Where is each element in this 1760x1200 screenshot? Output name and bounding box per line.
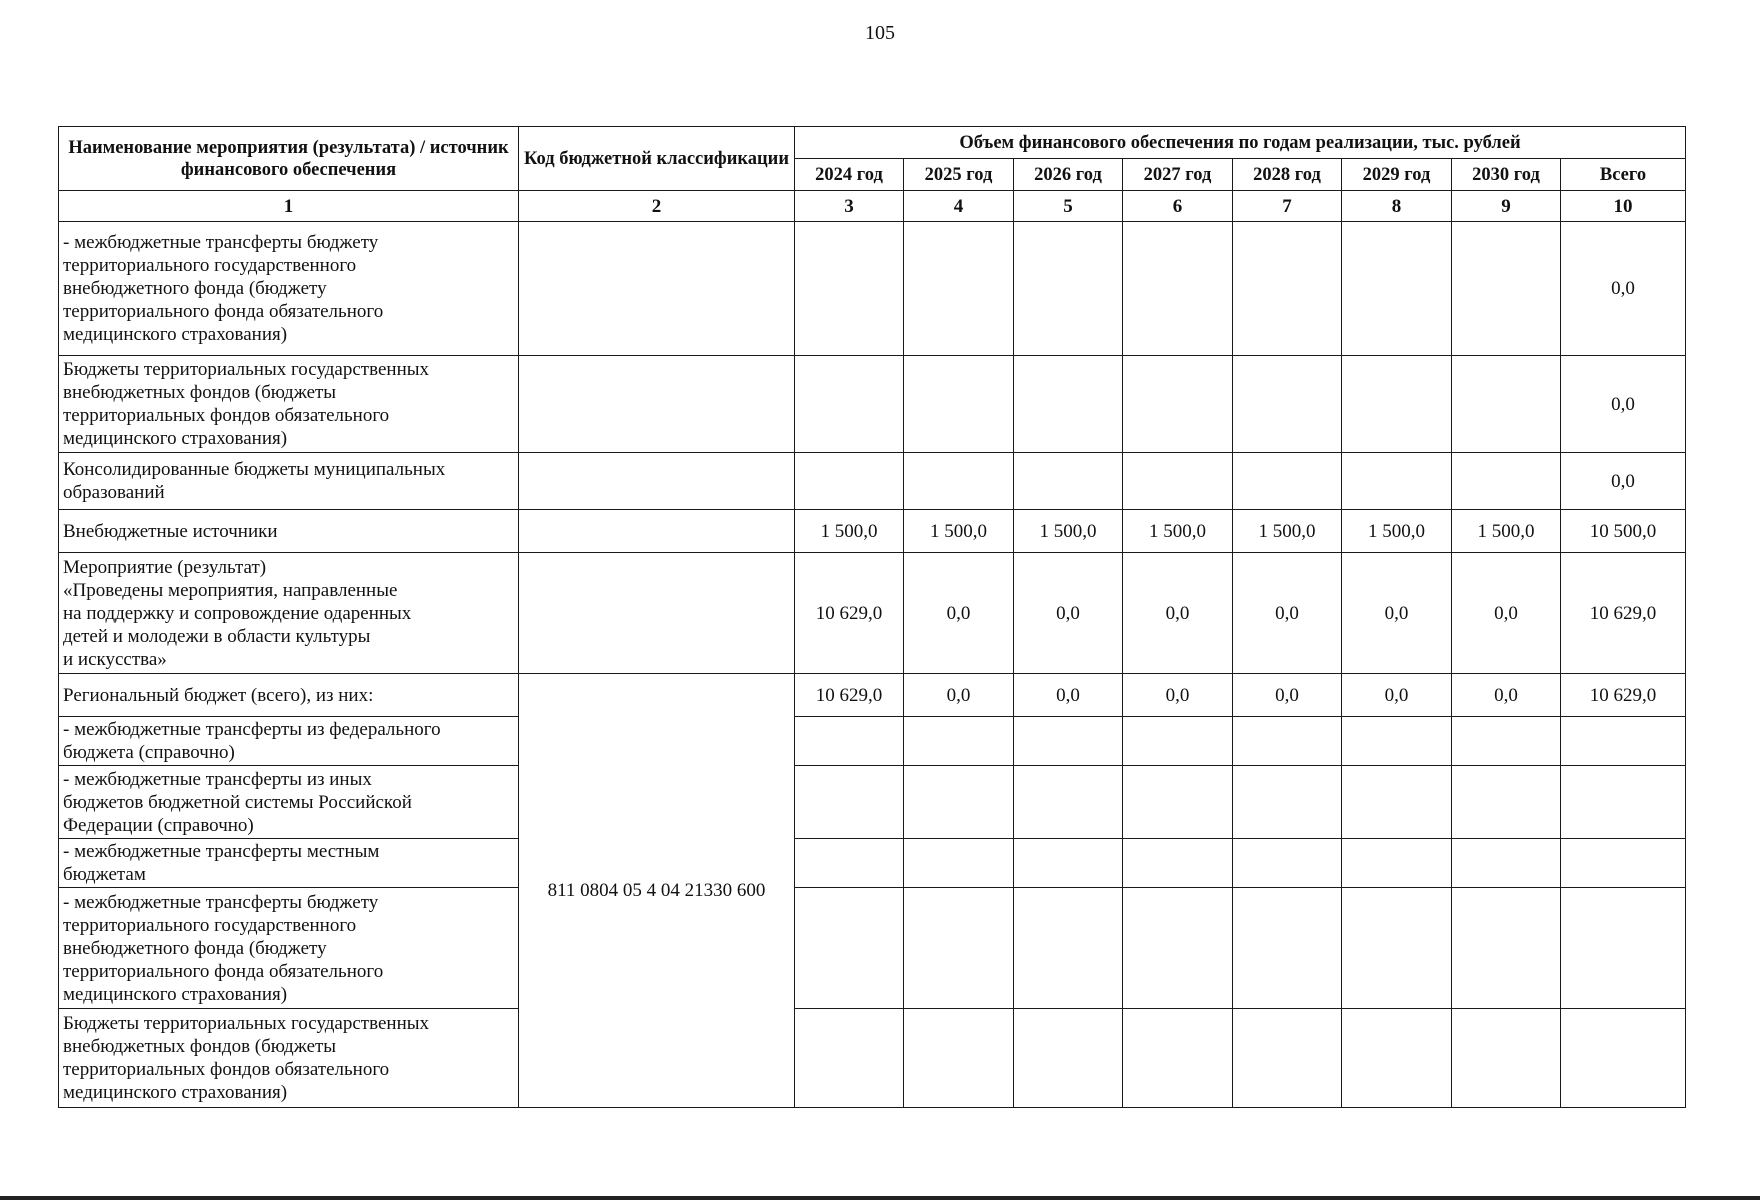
year-value-cell: [795, 839, 904, 888]
total-cell: [1561, 1009, 1686, 1108]
year-value-cell: [795, 356, 904, 453]
year-value-cell: [904, 356, 1014, 453]
total-cell: [1561, 888, 1686, 1009]
header-year: 2028 год: [1233, 159, 1342, 191]
year-value-cell: [1123, 766, 1233, 839]
row-name: Региональный бюджет (всего), из них:: [59, 674, 519, 717]
header-code: Код бюджетной классификации: [519, 127, 795, 191]
row-code: [519, 222, 795, 356]
year-value-cell: [904, 888, 1014, 1009]
header-volume: Объем финансового обеспечения по годам реализации, тыс. рублей: [795, 127, 1686, 159]
year-value-cell: 1 500,0: [795, 510, 904, 553]
year-value-cell: [1233, 766, 1342, 839]
row-name: - межбюджетные трансферты местным бюджетам: [59, 839, 519, 888]
index-cell: 3: [795, 191, 904, 222]
table-row: [59, 510, 1686, 553]
row-code: [519, 510, 795, 553]
year-value-cell: [1342, 453, 1452, 510]
year-value-cell: 10 629,0: [795, 553, 904, 674]
year-value-cell: [1342, 839, 1452, 888]
year-value-cell: [1233, 888, 1342, 1009]
year-value-cell: [904, 717, 1014, 766]
table-row: [59, 453, 1686, 510]
year-value-cell: [795, 717, 904, 766]
row-code: [519, 453, 795, 510]
year-value-cell: [795, 453, 904, 510]
year-value-cell: [1342, 888, 1452, 1009]
year-value-cell: [1342, 717, 1452, 766]
table-row: [59, 553, 1686, 674]
header-year: 2026 год: [1014, 159, 1123, 191]
table-row: [59, 222, 1686, 356]
year-value-cell: [1123, 222, 1233, 356]
year-value-cell: [795, 1009, 904, 1108]
year-value-cell: 1 500,0: [1123, 510, 1233, 553]
year-value-cell: 0,0: [1233, 674, 1342, 717]
index-cell: 4: [904, 191, 1014, 222]
row-name: Консолидированные бюджеты муниципальных образований: [59, 453, 519, 510]
row-code: [519, 356, 795, 453]
index-cell: 9: [1452, 191, 1561, 222]
row-name: Внебюджетные источники: [59, 510, 519, 553]
row-name: - межбюджетные трансферты из федерального бюджета (справочно): [59, 717, 519, 766]
index-cell: 10: [1561, 191, 1686, 222]
page-number: 105: [865, 22, 895, 44]
table-row: [59, 839, 1686, 888]
year-value-cell: 0,0: [1014, 674, 1123, 717]
year-value-cell: [904, 453, 1014, 510]
year-value-cell: [1014, 766, 1123, 839]
row-name: - межбюджетные трансферты из иных бюджетов бюджетной системы Российской Федерации (справочно): [59, 766, 519, 839]
row-name: - межбюджетные трансферты бюджету территориального государственного внебюджетного фонда (бюджету территориального фонда обязательного медицинского страхования): [59, 222, 519, 356]
year-value-cell: [795, 888, 904, 1009]
table-row: [59, 356, 1686, 453]
header-name: Наименование мероприятия (результата) / источник финансового обеспечения: [59, 127, 519, 191]
year-value-cell: [1452, 356, 1561, 453]
year-value-cell: [1233, 717, 1342, 766]
table-row: [59, 717, 1686, 766]
year-value-cell: 0,0: [1233, 553, 1342, 674]
year-value-cell: [1123, 839, 1233, 888]
year-value-cell: [795, 222, 904, 356]
table-row: [59, 888, 1686, 1009]
year-value-cell: [1342, 1009, 1452, 1108]
year-value-cell: 10 629,0: [795, 674, 904, 717]
year-value-cell: 0,0: [1452, 553, 1561, 674]
year-value-cell: [1233, 356, 1342, 453]
year-value-cell: [1342, 356, 1452, 453]
index-cell: 7: [1233, 191, 1342, 222]
total-cell: [1561, 717, 1686, 766]
year-value-cell: 1 500,0: [1233, 510, 1342, 553]
year-value-cell: [1452, 839, 1561, 888]
year-value-cell: [1452, 222, 1561, 356]
year-value-cell: [795, 766, 904, 839]
year-value-cell: 0,0: [1342, 553, 1452, 674]
year-value-cell: [1233, 1009, 1342, 1108]
header-year: 2024 год: [795, 159, 904, 191]
year-value-cell: 0,0: [1342, 674, 1452, 717]
index-cell: 1: [59, 191, 519, 222]
year-value-cell: [1233, 453, 1342, 510]
year-value-cell: [1014, 453, 1123, 510]
row-name: Бюджеты территориальных государственных внебюджетных фондов (бюджеты территориальных фондов обязательного медицинского страхования): [59, 1009, 519, 1108]
year-value-cell: 0,0: [1123, 553, 1233, 674]
year-value-cell: [1342, 222, 1452, 356]
year-value-cell: [1452, 766, 1561, 839]
total-cell: 0,0: [1561, 356, 1686, 453]
header-year: 2029 год: [1342, 159, 1452, 191]
table-row: [59, 1009, 1686, 1108]
index-cell: 5: [1014, 191, 1123, 222]
index-cell: 8: [1342, 191, 1452, 222]
year-value-cell: 1 500,0: [1014, 510, 1123, 553]
index-cell: 2: [519, 191, 795, 222]
year-value-cell: [1014, 356, 1123, 453]
year-value-cell: [1342, 766, 1452, 839]
table-row: [59, 674, 1686, 717]
row-name: Мероприятие (результат) «Проведены мероприятия, направленные на поддержку и сопровождение одаренных детей и молодежи в области культуры и искусства»: [59, 553, 519, 674]
year-value-cell: [904, 222, 1014, 356]
budget-code: 811 0804 05 4 04 21330 600: [519, 674, 795, 1108]
header-year: 2030 год: [1452, 159, 1561, 191]
year-value-cell: [1123, 453, 1233, 510]
year-value-cell: 1 500,0: [1452, 510, 1561, 553]
year-value-cell: [1233, 839, 1342, 888]
table-row: [59, 766, 1686, 839]
year-value-cell: [1123, 356, 1233, 453]
index-cell: 6: [1123, 191, 1233, 222]
total-cell: 0,0: [1561, 453, 1686, 510]
header-year: 2025 год: [904, 159, 1014, 191]
total-cell: 10 500,0: [1561, 510, 1686, 553]
year-value-cell: [1014, 1009, 1123, 1108]
total-cell: 10 629,0: [1561, 674, 1686, 717]
year-value-cell: 0,0: [1123, 674, 1233, 717]
year-value-cell: [904, 1009, 1014, 1108]
footer-rule: [0, 1196, 1760, 1200]
year-value-cell: [1233, 222, 1342, 356]
year-value-cell: 1 500,0: [904, 510, 1014, 553]
header-total: Всего: [1561, 159, 1686, 191]
year-value-cell: [1123, 1009, 1233, 1108]
row-name: - межбюджетные трансферты бюджету территориального государственного внебюджетного фонда (бюджету территориального фонда обязательного медицинского страхования): [59, 888, 519, 1009]
budget-table: [58, 126, 1686, 1108]
year-value-cell: [1452, 888, 1561, 1009]
year-value-cell: [1014, 717, 1123, 766]
header-year: 2027 год: [1123, 159, 1233, 191]
row-code: [519, 553, 795, 674]
year-value-cell: [904, 839, 1014, 888]
year-value-cell: 1 500,0: [1342, 510, 1452, 553]
index-row: [59, 191, 1686, 222]
year-value-cell: [1452, 717, 1561, 766]
year-value-cell: [1452, 453, 1561, 510]
year-value-cell: [1123, 717, 1233, 766]
year-value-cell: [1014, 839, 1123, 888]
year-value-cell: 0,0: [1452, 674, 1561, 717]
total-cell: [1561, 839, 1686, 888]
row-name: Бюджеты территориальных государственных внебюджетных фондов (бюджеты территориальных фондов обязательного медицинского страхования): [59, 356, 519, 453]
year-value-cell: [1123, 888, 1233, 1009]
total-cell: 0,0: [1561, 222, 1686, 356]
total-cell: 10 629,0: [1561, 553, 1686, 674]
year-value-cell: [904, 766, 1014, 839]
total-cell: [1561, 766, 1686, 839]
year-value-cell: 0,0: [1014, 553, 1123, 674]
year-value-cell: [1014, 222, 1123, 356]
year-value-cell: 0,0: [904, 674, 1014, 717]
year-value-cell: [1452, 1009, 1561, 1108]
year-value-cell: [1014, 888, 1123, 1009]
year-value-cell: 0,0: [904, 553, 1014, 674]
